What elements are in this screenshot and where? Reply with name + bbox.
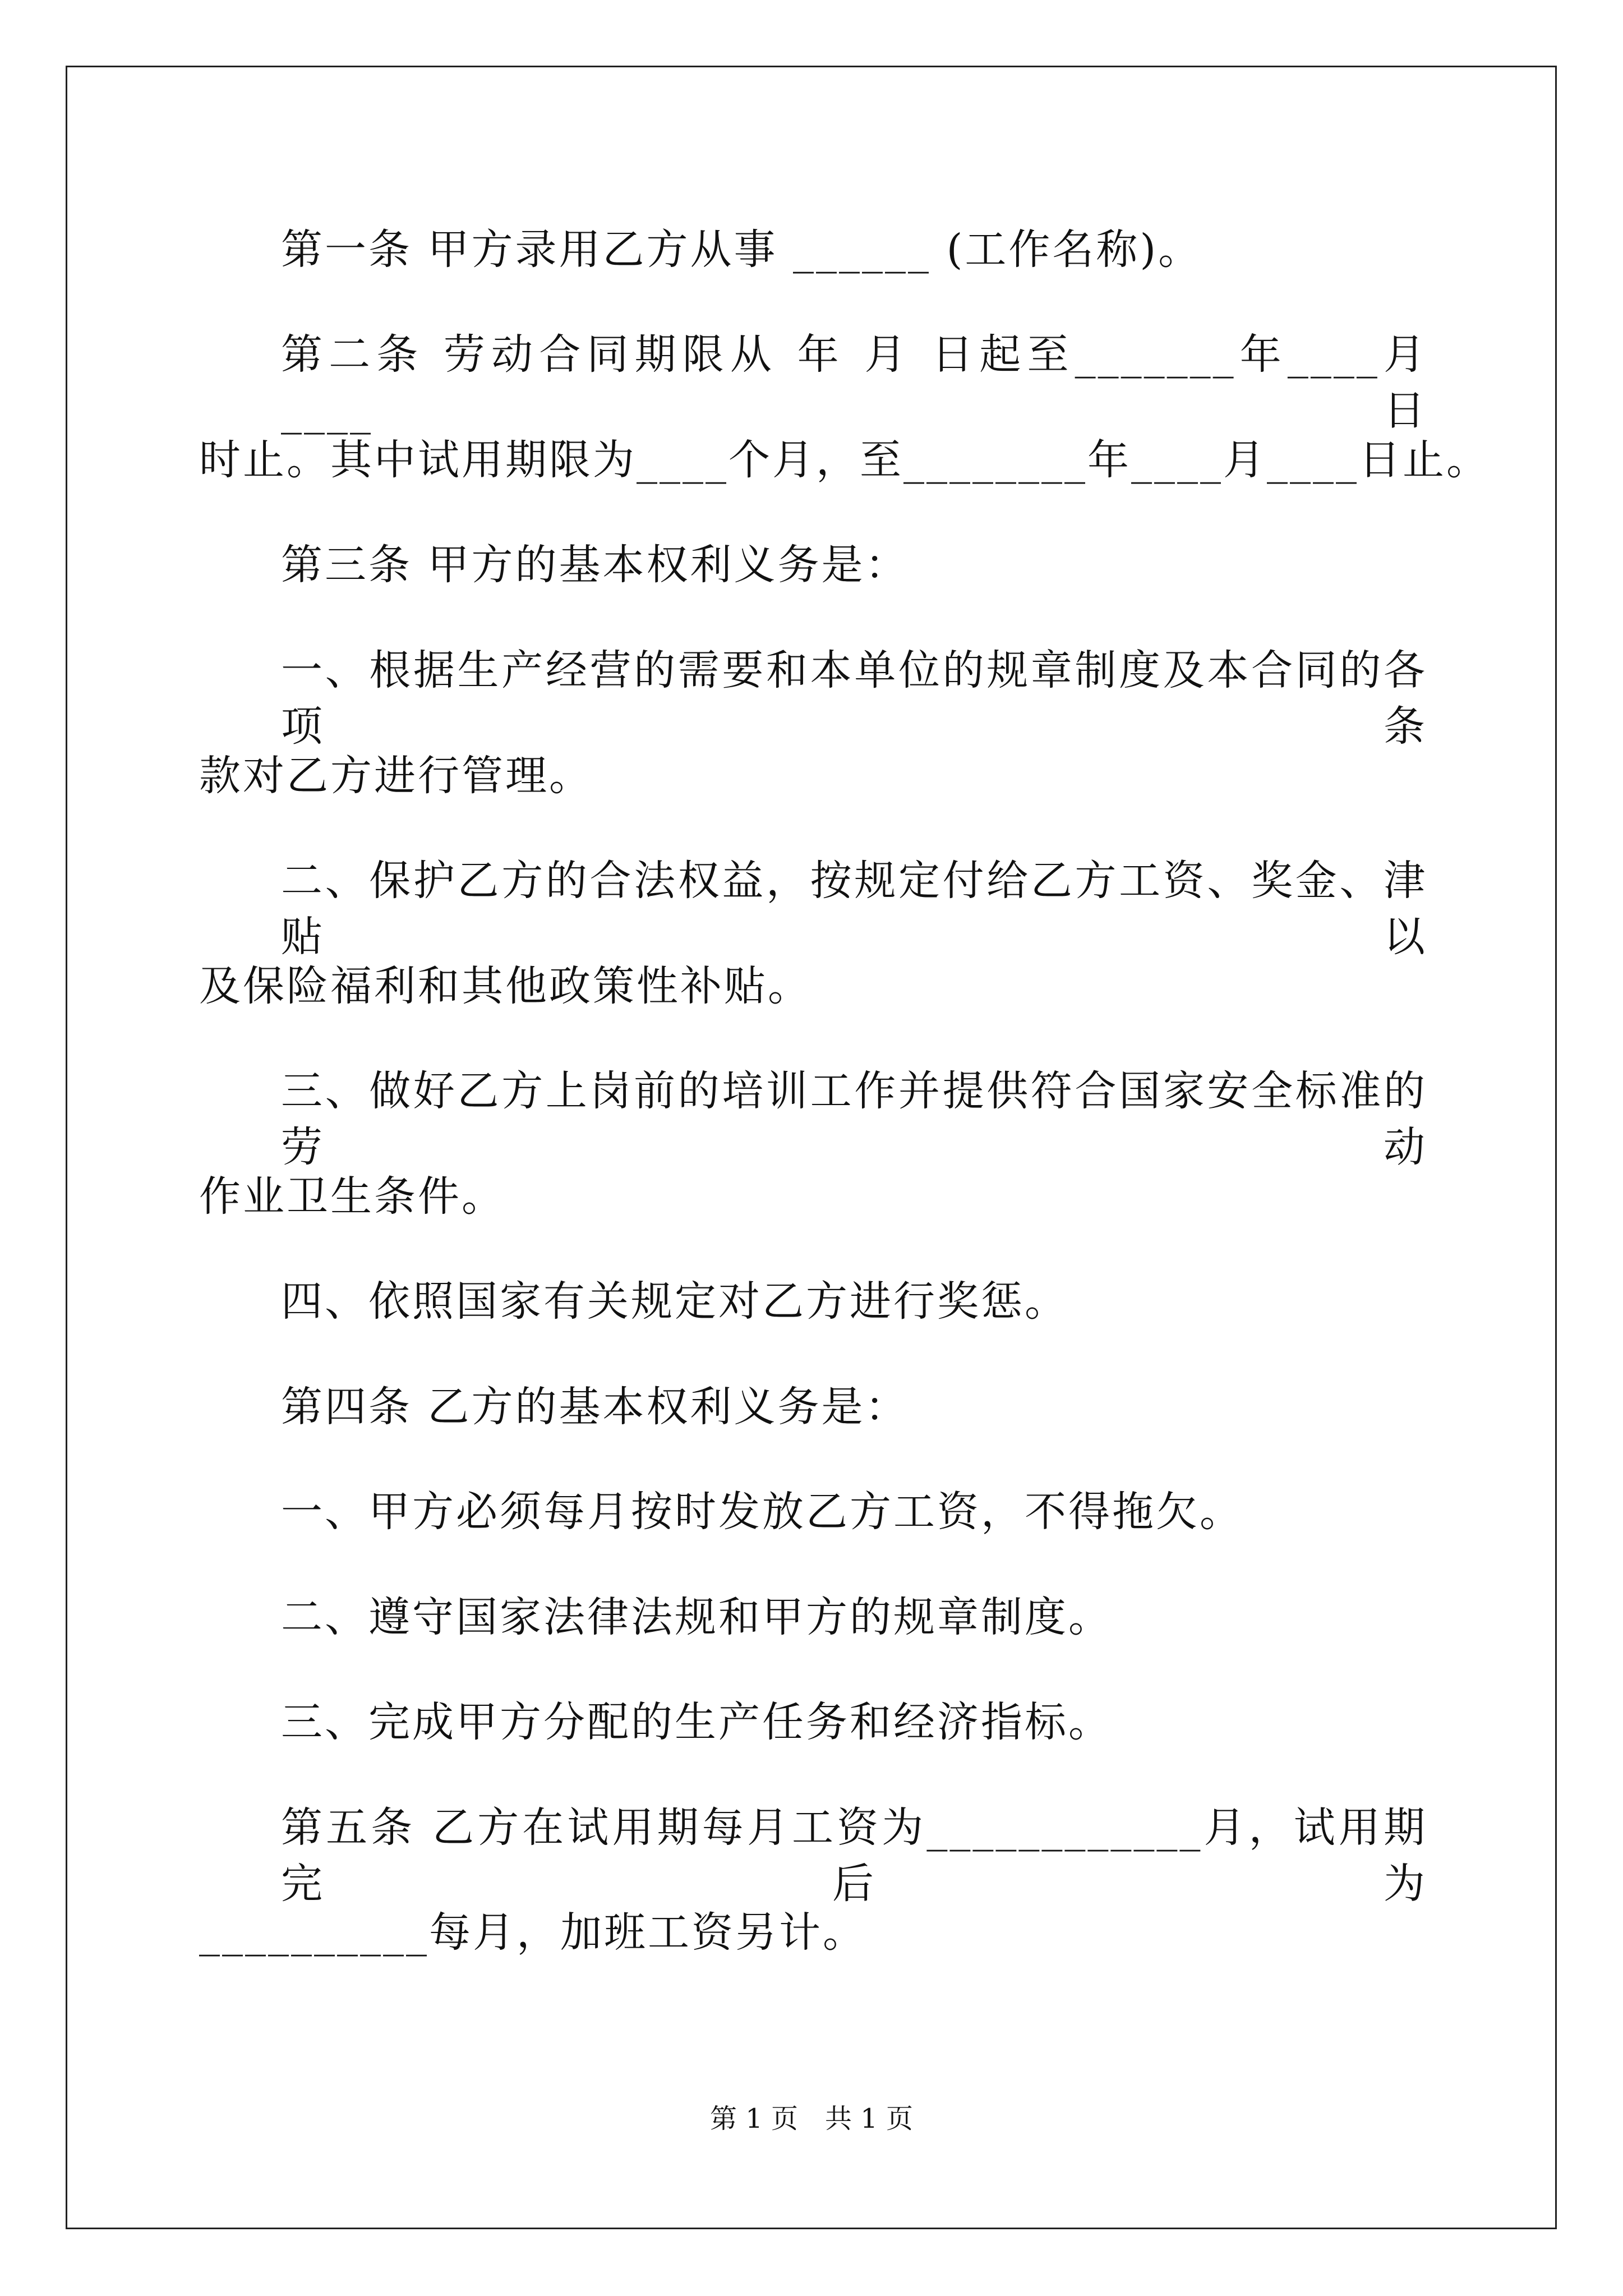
clause-3-heading: 第三条 甲方的基本权利义务是：: [281, 541, 909, 589]
clause-2-line-1: 第二条 劳动合同期限从 年 月 日起至_______年____月____日: [281, 330, 1427, 435]
clause-1-line: 第一条 甲方录用乙方从事 ______ (工作名称)。: [281, 226, 1202, 274]
clause-3-item-4: 四、依照国家有关规定对乙方进行奖惩。: [281, 1277, 1068, 1326]
clause-4-item-1: 一、甲方必须每月按时发放乙方工资，不得拖欠。: [281, 1488, 1243, 1536]
clause-5-line-1: 第五条 乙方在试用期每月工资为____________月，试用期完后为: [281, 1803, 1427, 1908]
clause-3-item-3-line-2: 作业卫生条件。: [199, 1172, 505, 1221]
clause-4-item-2: 二、遵守国家法律法规和甲方的规章制度。: [281, 1593, 1112, 1641]
clause-3-item-3-line-1: 三、做好乙方上岗前的培训工作并提供符合国家安全标准的劳动: [281, 1067, 1427, 1171]
clause-4-heading: 第四条 乙方的基本权利义务是：: [281, 1383, 909, 1431]
clause-3-item-1-line-1: 一、根据生产经营的需要和本单位的规章制度及本合同的各项条: [281, 646, 1427, 751]
page-number: 第 1 页 共 1 页: [709, 2103, 914, 2134]
clause-3-item-2-line-2: 及保险福利和其他政策性补贴。: [199, 962, 811, 1010]
clause-2-line-2: 时止。其中试用期限为____个月，至________年____月____日止。: [199, 436, 1490, 484]
clause-3-item-1-line-2: 款对乙方进行管理。: [199, 752, 593, 800]
clause-4-item-3: 三、完成甲方分配的生产任务和经济指标。: [281, 1698, 1112, 1746]
clause-3-item-2-line-1: 二、保护乙方的合法权益，按规定付给乙方工资、奖金、津贴以: [281, 857, 1427, 961]
clause-5-line-2: __________每月，加班工资另计。: [199, 1908, 866, 1957]
